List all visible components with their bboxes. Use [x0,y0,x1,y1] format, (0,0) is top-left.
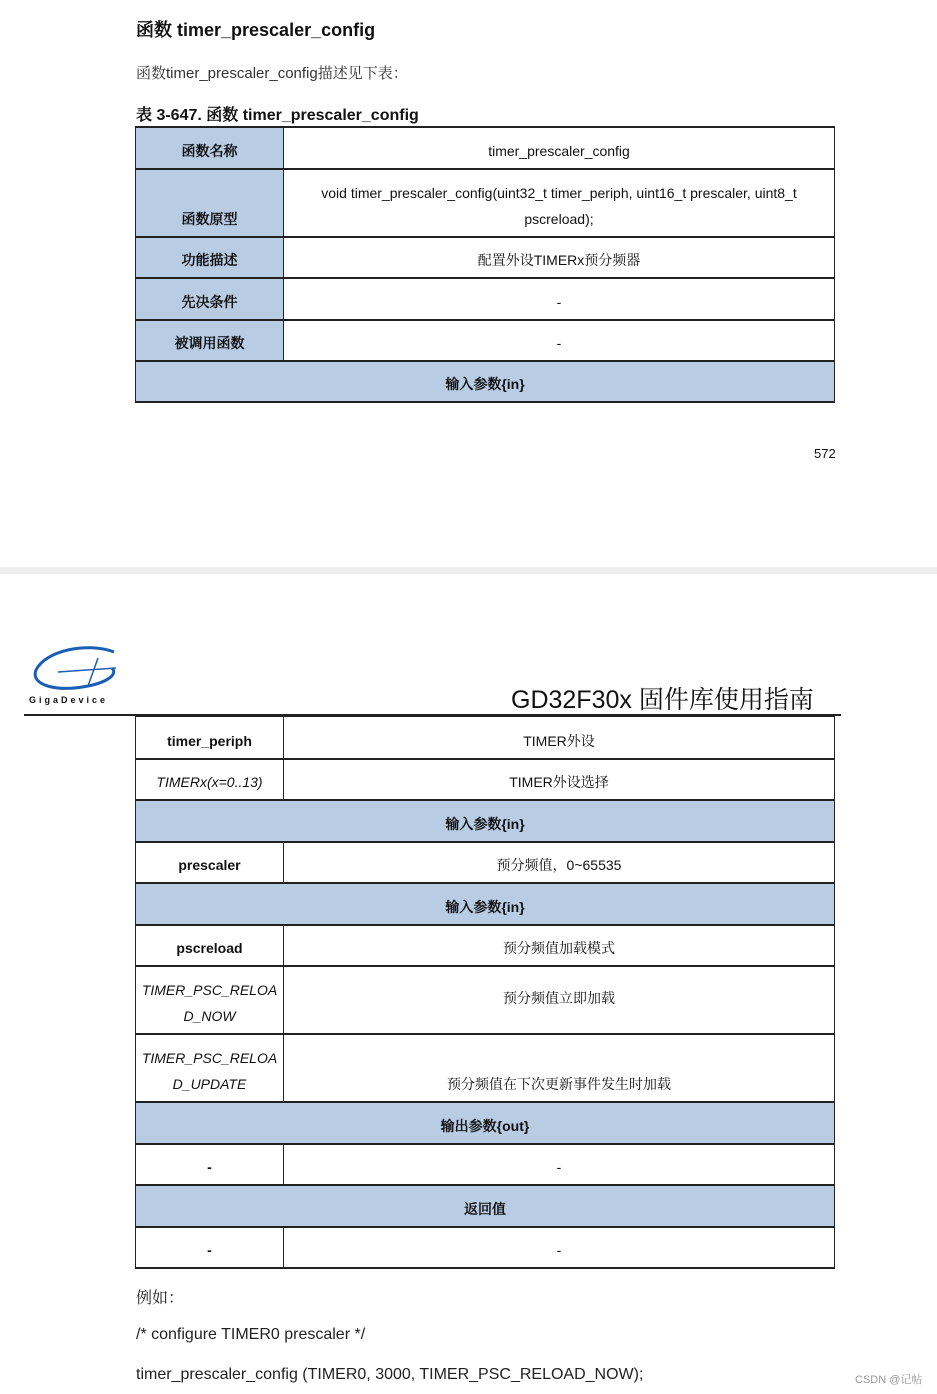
param-desc: - [284,1144,835,1185]
section-header-row [136,800,835,842]
function-table-part1 [135,126,835,403]
row-value: void timer_prescaler_config(uint32_t timer_periph, uint16_t prescaler, uint8_t pscreload); [284,169,835,237]
section-header: 输入参数{in} [136,883,835,925]
document-title: GD32F30x 固件库使用指南 [511,686,814,714]
table-row [136,127,835,169]
function-table-part2 [135,716,835,1269]
table-row [136,169,835,237]
param-desc: 预分频值，0~65535 [284,842,835,883]
param-name: TIMERx(x=0..13) [136,759,284,800]
watermark: CSDN @记帖 [855,1374,923,1386]
code-comment: /* configure TIMER0 prescaler */ [136,1326,366,1343]
table-row [136,1144,835,1185]
gigadevice-logo-icon [28,646,120,699]
table-row [136,1034,835,1102]
table-row [136,842,835,883]
section-header-row [136,361,835,402]
param-name: timer_periph [136,717,284,759]
row-label: 函数名称 [136,127,284,169]
row-value: timer_prescaler_config [284,127,835,169]
section-header: 返回值 [136,1185,835,1227]
param-desc: 预分频值立即加载 [284,966,835,1034]
param-name: TIMER_PSC_RELOAD_UPDATE [136,1034,284,1102]
table-row [136,759,835,800]
table-row [136,278,835,320]
section-header-row [136,1185,835,1227]
section-header: 输出参数{out} [136,1102,835,1144]
row-label: 被调用函数 [136,320,284,361]
table-row [136,966,835,1034]
table-row [136,717,835,759]
section-header-row [136,883,835,925]
row-value: - [284,278,835,320]
param-name: pscreload [136,925,284,966]
row-label: 功能描述 [136,237,284,278]
table-row [136,925,835,966]
param-name: prescaler [136,842,284,883]
row-value: 配置外设TIMERx预分频器 [284,237,835,278]
page-number: 572 [814,446,836,461]
param-name: TIMER_PSC_RELOAD_NOW [136,966,284,1034]
row-value: - [284,320,835,361]
function-heading: 函数 timer_prescaler_config [136,20,376,40]
section-header: 输入参数{in} [136,800,835,842]
table-caption: 表 3-647. 函数 timer_prescaler_config [136,107,419,124]
param-desc: - [284,1227,835,1268]
param-desc: 预分频值加载模式 [284,925,835,966]
param-desc: TIMER外设选择 [284,759,835,800]
page-separator [0,567,937,574]
param-desc: 预分频值在下次更新事件发生时加载 [284,1034,835,1102]
table-row [136,320,835,361]
section-header-row [136,1102,835,1144]
param-name: - [136,1144,284,1185]
example-label: 例如： [136,1290,185,1307]
intro-text: 函数timer_prescaler_config描述见下表： [136,65,408,82]
param-desc: TIMER外设 [284,717,835,759]
param-name: - [136,1227,284,1268]
row-label: 先决条件 [136,278,284,320]
row-label: 函数原型 [136,169,284,237]
code-line: timer_prescaler_config (TIMER0, 3000, TIMER_PSC_RELOAD_NOW); [136,1366,644,1383]
table-row [136,1227,835,1268]
section-header: 输入参数{in} [136,361,835,402]
logo-text: GigaDevice [29,695,109,705]
table-row [136,237,835,278]
